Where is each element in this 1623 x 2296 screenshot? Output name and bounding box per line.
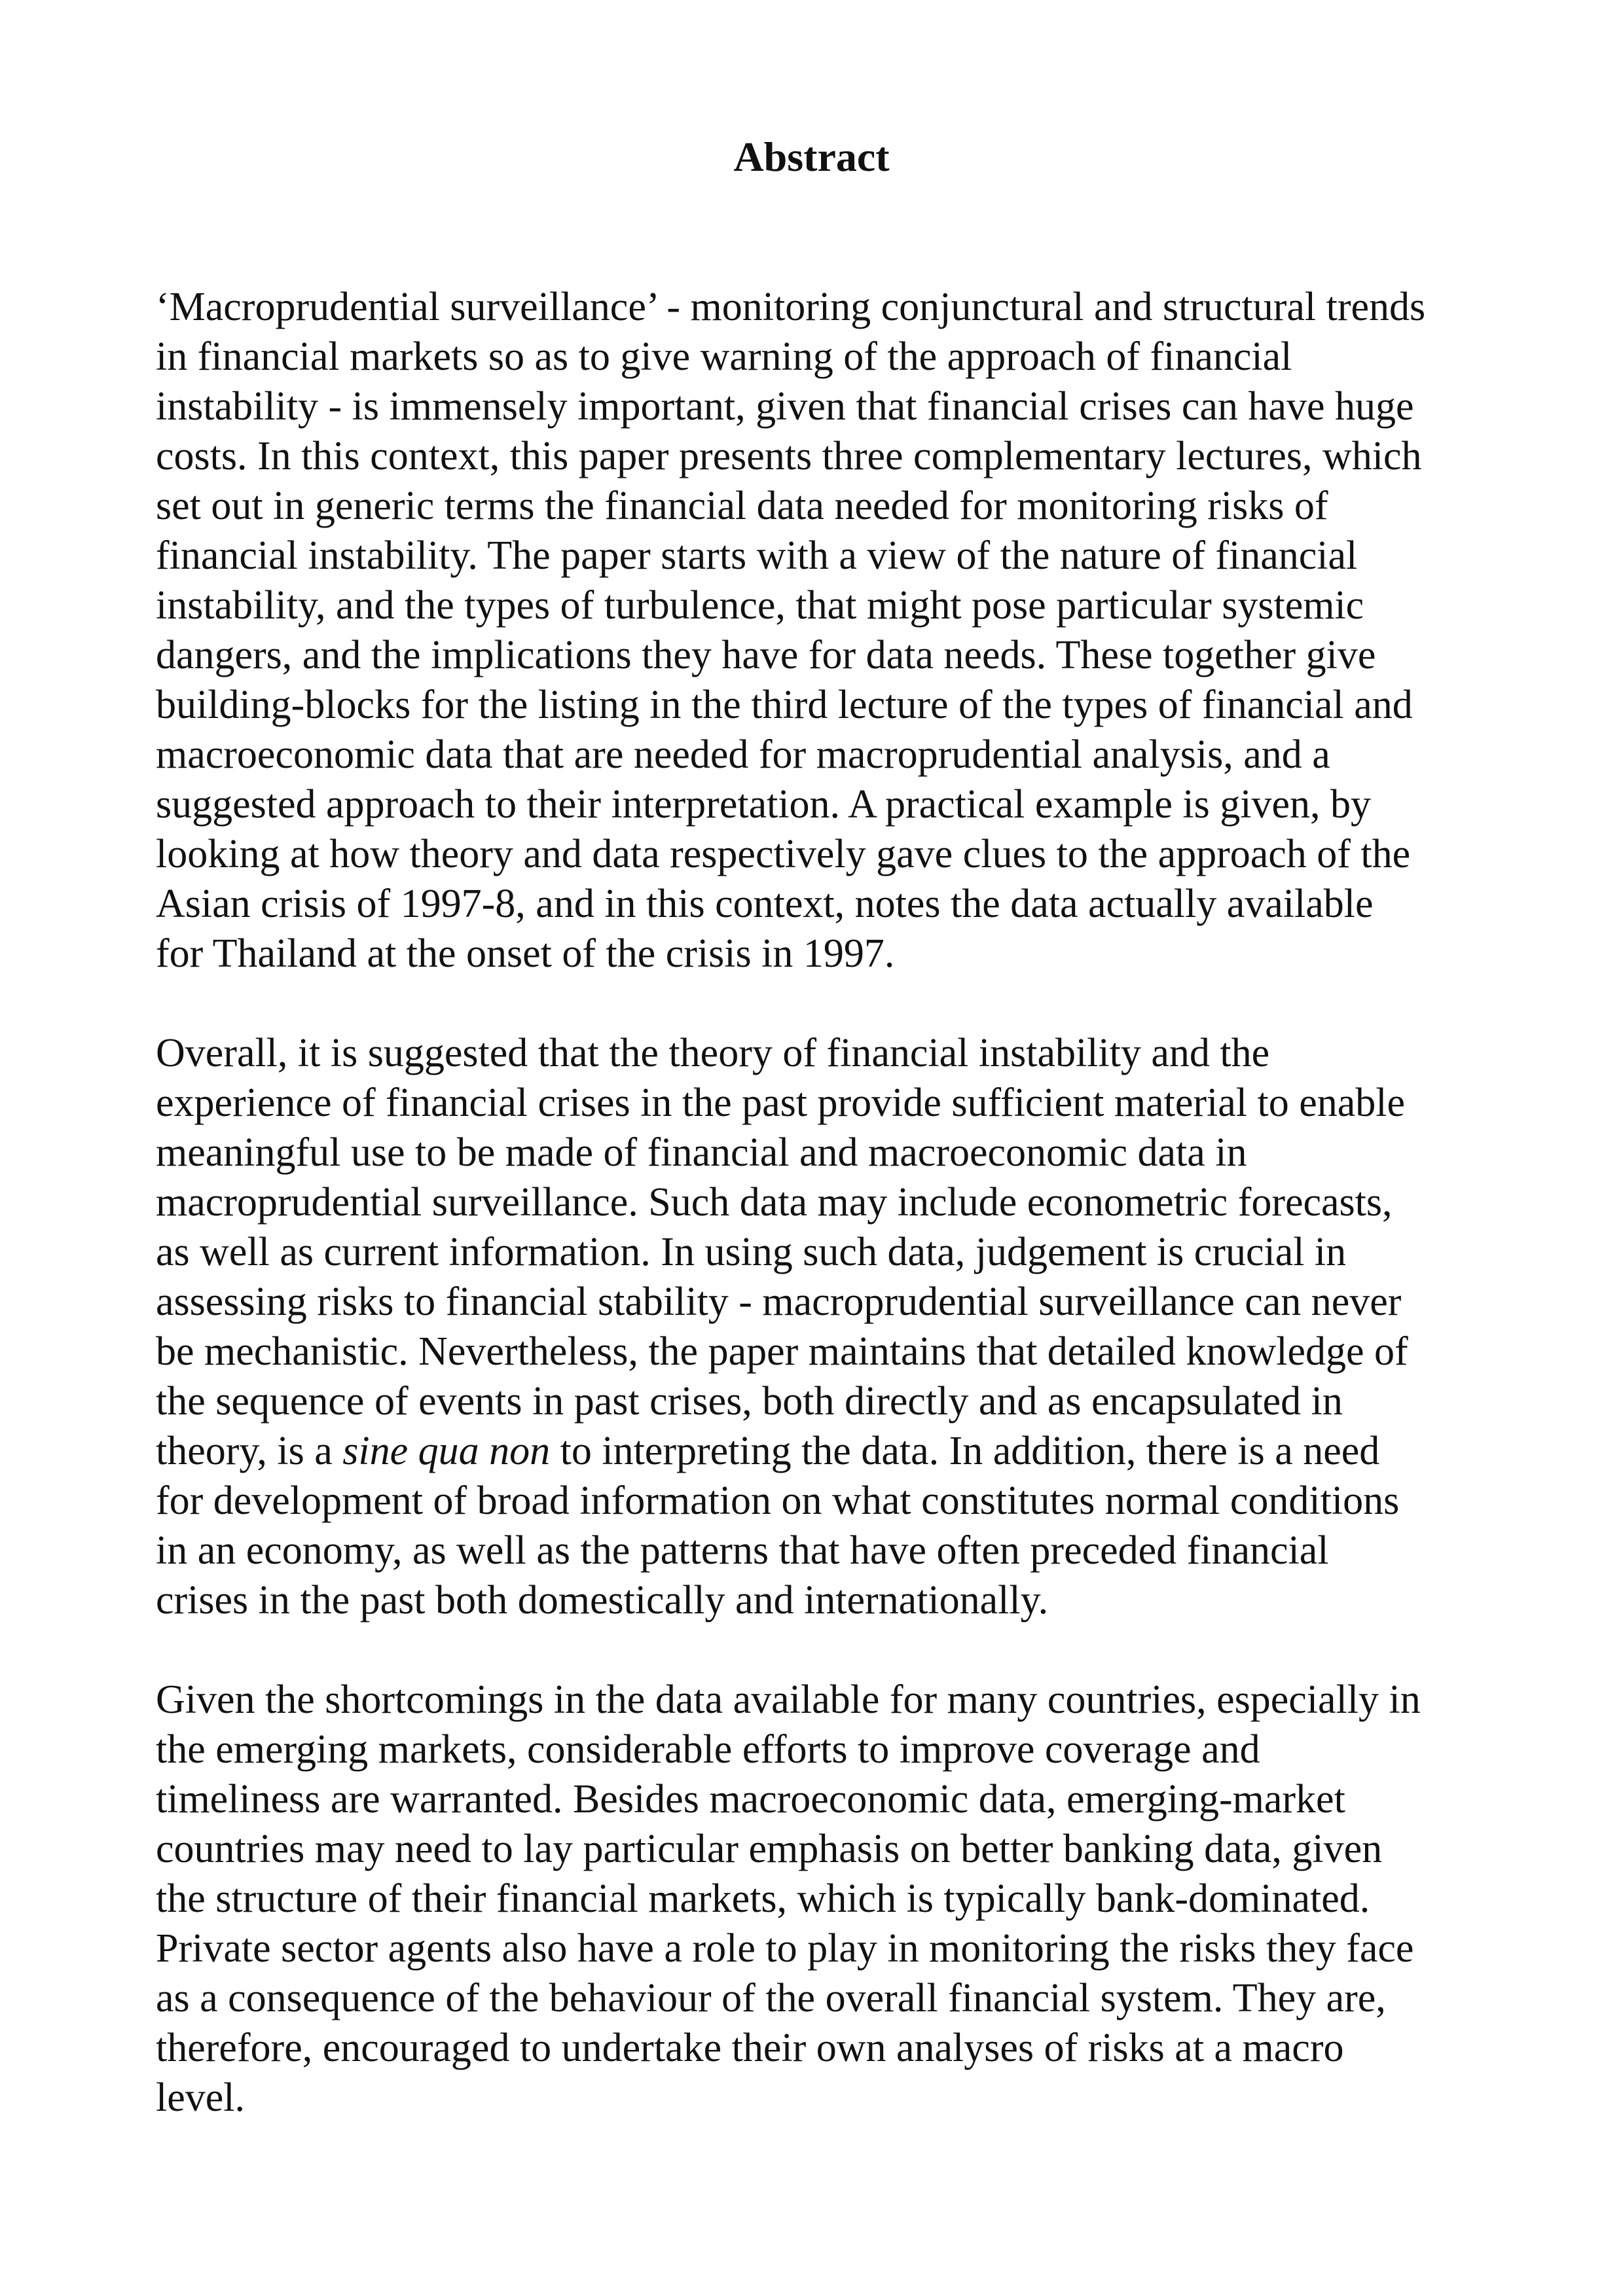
abstract-paragraph-1	[156, 282, 1544, 978]
text-line: in an economy, as well as the patterns that have often preceded financial	[156, 1528, 1329, 1573]
abstract-paragraph-3	[156, 1675, 1544, 2123]
text-line: Given the shortcomings in the data available for many countries, especially in	[156, 1677, 1421, 1722]
text-line: timeliness are warranted. Besides macroeconomic data, emerging-market	[156, 1777, 1345, 1821]
text-segment: to interpreting the data. In addition, there is a need	[550, 1429, 1380, 1473]
text-line: for Thailand at the onset of the crisis in 1997.	[156, 931, 895, 976]
text-line-with-italic	[156, 1426, 1544, 1476]
text-line: as a consequence of the behaviour of the overall financial system. They are,	[156, 1976, 1386, 2020]
text-line: costs. In this context, this paper presents three complementary lectures, which	[156, 434, 1422, 478]
text-line: macroeconomic data that are needed for macroprudential analysis, and a	[156, 732, 1330, 777]
text-line: macroprudential surveillance. Such data may include econometric forecasts,	[156, 1180, 1393, 1225]
text-line: in financial markets so as to give warning of the approach of financial	[156, 334, 1292, 379]
abstract-paragraph-2	[156, 1028, 1544, 1625]
text-line: instability - is immensely important, given that financial crises can have huge	[156, 384, 1414, 429]
abstract-body	[156, 282, 1544, 2172]
text-line: assessing risks to financial stability - macroprudential surveillance can never	[156, 1280, 1402, 1324]
text-line: for development of broad information on what constitutes normal conditions	[156, 1479, 1400, 1523]
text-line: Asian crisis of 1997-8, and in this context, notes the data actually available	[156, 882, 1374, 926]
text-line: as well as current information. In using such data, judgement is crucial in	[156, 1230, 1347, 1274]
text-line: meaningful use to be made of financial and macroeconomic data in	[156, 1130, 1247, 1175]
text-line: level.	[156, 2075, 245, 2120]
text-line: building-blocks for the listing in the third lecture of the types of financial and	[156, 683, 1413, 727]
text-line: ‘Macroprudential surveillance’ - monitoring conjunctural and structural trends	[156, 285, 1426, 329]
text-line: looking at how theory and data respectively gave clues to the approach of the	[156, 832, 1411, 876]
text-line: the sequence of events in past crises, both directly and as encapsulated in	[156, 1379, 1343, 1424]
text-line: suggested approach to their interpretation. A practical example is given, by	[156, 782, 1371, 827]
text-line: dangers, and the implications they have for data needs. These together give	[156, 633, 1376, 677]
text-line: the emerging markets, considerable efforts to improve coverage and	[156, 1727, 1260, 1772]
text-line: the structure of their financial markets, which is typically bank-dominated.	[156, 1876, 1370, 1921]
text-line: therefore, encouraged to undertake their own analyses of risks at a macro	[156, 2026, 1344, 2070]
page-title: Abstract	[733, 134, 890, 180]
text-segment: theory, is a	[156, 1429, 343, 1473]
text-line: be mechanistic. Nevertheless, the paper maintains that detailed knowledge of	[156, 1329, 1408, 1374]
text-line: Private sector agents also have a role to play in monitoring the risks they face	[156, 1926, 1414, 1971]
text-line: set out in generic terms the financial data needed for monitoring risks of	[156, 484, 1328, 528]
text-line: financial instability. The paper starts with a view of the nature of financial	[156, 533, 1358, 578]
text-line: Overall, it is suggested that the theory of financial instability and the	[156, 1031, 1270, 1075]
italic-phrase: sine qua non	[342, 1429, 551, 1473]
text-line: crises in the past both domestically and internationally.	[156, 1578, 1049, 1623]
text-line: experience of financial crises in the past provide sufficient material to enable	[156, 1081, 1406, 1125]
text-line: instability, and the types of turbulence, that might pose particular systemic	[156, 583, 1364, 628]
text-line: countries may need to lay particular emphasis on better banking data, given	[156, 1827, 1383, 1871]
